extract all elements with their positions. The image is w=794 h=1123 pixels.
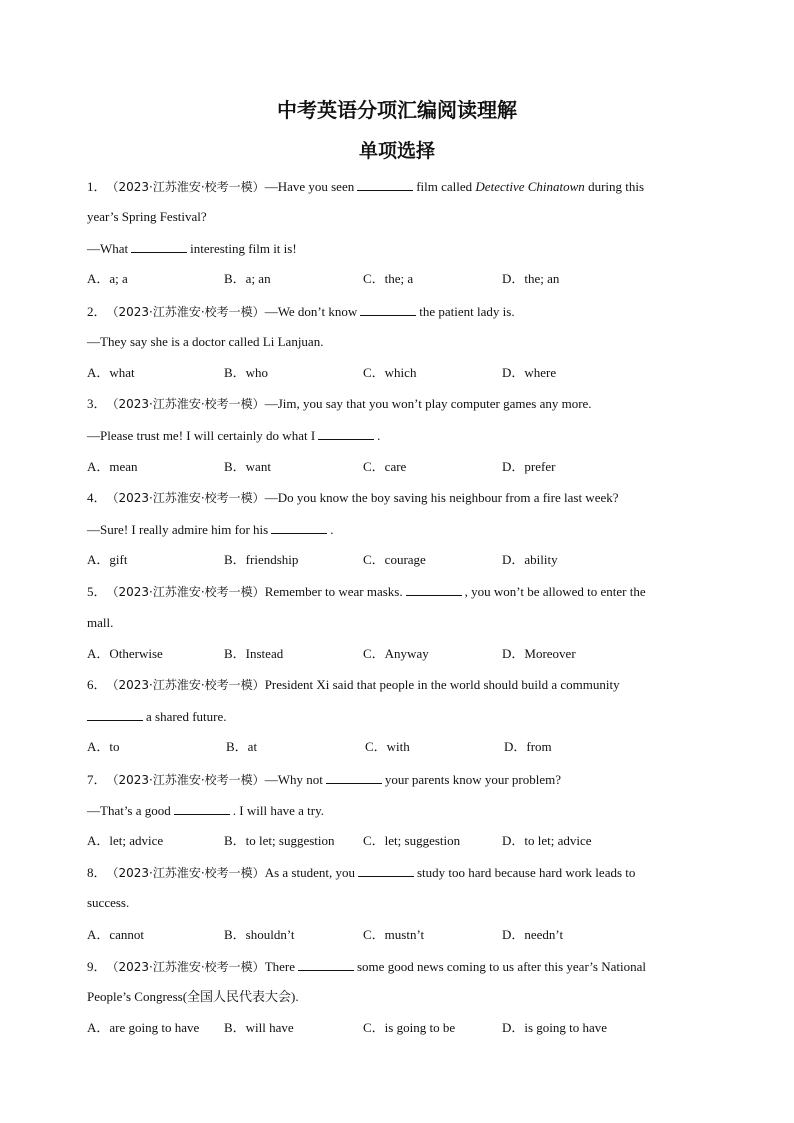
question-text: some good news coming to us after this year’s National bbox=[357, 959, 646, 974]
question-3-line-1 bbox=[87, 396, 707, 412]
option-c[interactable]: C．is going to be bbox=[363, 1020, 456, 1035]
question-text: . bbox=[330, 522, 334, 537]
option-a[interactable]: A．mean bbox=[87, 459, 138, 474]
question-5-options bbox=[87, 646, 707, 662]
question-number: 1． bbox=[87, 179, 107, 194]
question-text: There bbox=[264, 959, 295, 974]
question-source: （2023·江苏淮安·校考一模） bbox=[106, 305, 265, 319]
question-text: . I will have a try. bbox=[232, 803, 324, 818]
option-a[interactable]: A．let; advice bbox=[87, 833, 164, 848]
option-c[interactable]: C．care bbox=[363, 459, 407, 474]
question-number: 3． bbox=[87, 396, 107, 411]
question-number: 9． bbox=[87, 959, 107, 974]
question-text: —Why not bbox=[264, 772, 323, 787]
question-8-line-2: success. bbox=[87, 895, 130, 910]
option-c[interactable]: C．Anyway bbox=[363, 646, 429, 661]
question-4-line-2 bbox=[87, 521, 707, 538]
question-8-options bbox=[87, 927, 707, 943]
question-number: 5． bbox=[87, 584, 107, 599]
question-text: —We don’t know bbox=[264, 304, 358, 319]
question-text: —What bbox=[87, 241, 129, 256]
question-1-line-2: year’s Spring Festival? bbox=[87, 209, 207, 224]
question-3-line-2 bbox=[87, 427, 707, 444]
question-text: . bbox=[377, 428, 381, 443]
film-title: Detective Chinatown bbox=[475, 179, 585, 194]
question-text: As a student, you bbox=[264, 865, 355, 880]
option-b[interactable]: B．Instead bbox=[224, 646, 284, 661]
option-d[interactable]: D．Moreover bbox=[502, 646, 576, 661]
answer-blank bbox=[326, 771, 382, 784]
question-source: （2023·江苏淮安·校考一模） bbox=[106, 180, 265, 194]
question-number: 4． bbox=[87, 490, 107, 505]
question-text: —Have you seen bbox=[264, 179, 355, 194]
question-7-line-2 bbox=[87, 802, 707, 819]
option-d[interactable]: D．where bbox=[502, 365, 557, 380]
option-b[interactable]: B．to let; suggestion bbox=[224, 833, 335, 848]
question-source: （2023·江苏淮安·校考一模） bbox=[106, 397, 265, 411]
question-source: （2023·江苏淮安·校考一模） bbox=[106, 585, 265, 599]
option-c[interactable]: C．mustn’t bbox=[363, 927, 425, 942]
answer-blank bbox=[174, 802, 230, 815]
option-b[interactable]: B．will have bbox=[224, 1020, 294, 1035]
option-c[interactable]: C．the; a bbox=[363, 271, 414, 286]
question-9-line-1 bbox=[87, 958, 707, 975]
answer-blank bbox=[131, 240, 187, 253]
question-text: interesting film it is! bbox=[190, 241, 297, 256]
answer-blank bbox=[318, 427, 374, 440]
question-text: —Please trust me! I will certainly do what I bbox=[87, 428, 316, 443]
option-d[interactable]: D．is going to have bbox=[502, 1020, 608, 1035]
question-number: 7． bbox=[87, 772, 107, 787]
question-source: （2023·江苏淮安·校考一模） bbox=[106, 866, 265, 880]
option-a[interactable]: A．a; a bbox=[87, 271, 128, 286]
answer-blank bbox=[360, 303, 416, 316]
question-2-line-1 bbox=[87, 303, 707, 320]
question-9-options bbox=[87, 1020, 707, 1036]
answer-blank bbox=[87, 708, 143, 721]
question-text: your parents know your problem? bbox=[384, 772, 562, 787]
answer-blank bbox=[271, 521, 327, 534]
option-a[interactable]: A．to bbox=[87, 739, 120, 754]
question-text: film called bbox=[416, 179, 473, 194]
option-c[interactable]: C．with bbox=[365, 739, 410, 754]
answer-blank bbox=[298, 958, 354, 971]
option-a[interactable]: A．are going to have bbox=[87, 1020, 200, 1035]
option-b[interactable]: B．at bbox=[226, 739, 258, 754]
question-5-line-2: mall. bbox=[87, 615, 114, 630]
question-4-line-1 bbox=[87, 490, 707, 506]
question-9-line-2: People’s Congress(全国人民代表大会). bbox=[87, 989, 299, 1004]
question-text: , you won’t be allowed to enter the bbox=[464, 584, 646, 599]
option-c[interactable]: C．which bbox=[363, 365, 417, 380]
question-6-options bbox=[87, 739, 707, 755]
option-d[interactable]: D．prefer bbox=[502, 459, 556, 474]
option-a[interactable]: A．what bbox=[87, 365, 135, 380]
question-1-line-3 bbox=[87, 240, 707, 257]
question-5-line-1 bbox=[87, 583, 707, 600]
answer-blank bbox=[357, 178, 413, 191]
document-title: 中考英语分项汇编阅读理解 bbox=[277, 98, 517, 122]
option-d[interactable]: D．to let; advice bbox=[502, 833, 592, 848]
option-c[interactable]: C．let; suggestion bbox=[363, 833, 461, 848]
question-source: （2023·江苏淮安·校考一模） bbox=[106, 773, 265, 787]
question-text: —Jim, you say that you won’t play computer games any more. bbox=[264, 396, 592, 411]
question-number: 2． bbox=[87, 304, 107, 319]
question-6-line-1 bbox=[87, 677, 707, 693]
question-6-line-2 bbox=[87, 708, 707, 725]
question-text: the patient lady is. bbox=[419, 304, 515, 319]
option-c[interactable]: C．courage bbox=[363, 552, 426, 567]
question-text: —Do you know the boy saving his neighbour from a fire last week? bbox=[264, 490, 619, 505]
question-text: —That’s a good bbox=[87, 803, 171, 818]
option-b[interactable]: B．want bbox=[224, 459, 271, 474]
question-source: （2023·江苏淮安·校考一模） bbox=[106, 960, 265, 974]
question-text: during this bbox=[588, 179, 645, 194]
question-number: 6． bbox=[87, 677, 107, 692]
option-d[interactable]: D．ability bbox=[502, 552, 558, 567]
question-text: a shared future. bbox=[146, 709, 227, 724]
question-source: （2023·江苏淮安·校考一模） bbox=[106, 678, 265, 692]
option-b[interactable]: B．shouldn’t bbox=[224, 927, 295, 942]
question-1-options bbox=[87, 271, 707, 287]
option-b[interactable]: B．friendship bbox=[224, 552, 299, 567]
question-1-line-1 bbox=[87, 178, 707, 195]
option-a[interactable]: A．cannot bbox=[87, 927, 145, 942]
question-source: （2023·江苏淮安·校考一模） bbox=[106, 491, 265, 505]
question-2-options bbox=[87, 365, 707, 381]
question-4-options bbox=[87, 552, 707, 568]
option-a[interactable]: A．Otherwise bbox=[87, 646, 163, 661]
question-7-line-1 bbox=[87, 771, 707, 788]
question-8-line-1 bbox=[87, 864, 707, 881]
section-title: 单项选择 bbox=[358, 140, 435, 162]
option-d[interactable]: D．the; an bbox=[502, 271, 560, 286]
option-b[interactable]: B．a; an bbox=[224, 271, 271, 286]
option-d[interactable]: D．needn’t bbox=[502, 927, 564, 942]
question-text: —Sure! I really admire him for his bbox=[87, 522, 269, 537]
option-a[interactable]: A．gift bbox=[87, 552, 128, 567]
question-text: Remember to wear masks. bbox=[264, 584, 403, 599]
answer-blank bbox=[358, 864, 414, 877]
option-b[interactable]: B．who bbox=[224, 365, 269, 380]
question-3-options bbox=[87, 459, 707, 475]
question-2-line-2: —They say she is a doctor called Li Lanjuan. bbox=[87, 334, 324, 349]
question-text: study too hard because hard work leads to bbox=[416, 865, 636, 880]
option-d[interactable]: D．from bbox=[504, 739, 552, 754]
question-text: President Xi said that people in the world should build a community bbox=[264, 677, 620, 692]
question-7-options bbox=[87, 833, 707, 849]
question-number: 8． bbox=[87, 865, 107, 880]
answer-blank bbox=[406, 583, 462, 596]
